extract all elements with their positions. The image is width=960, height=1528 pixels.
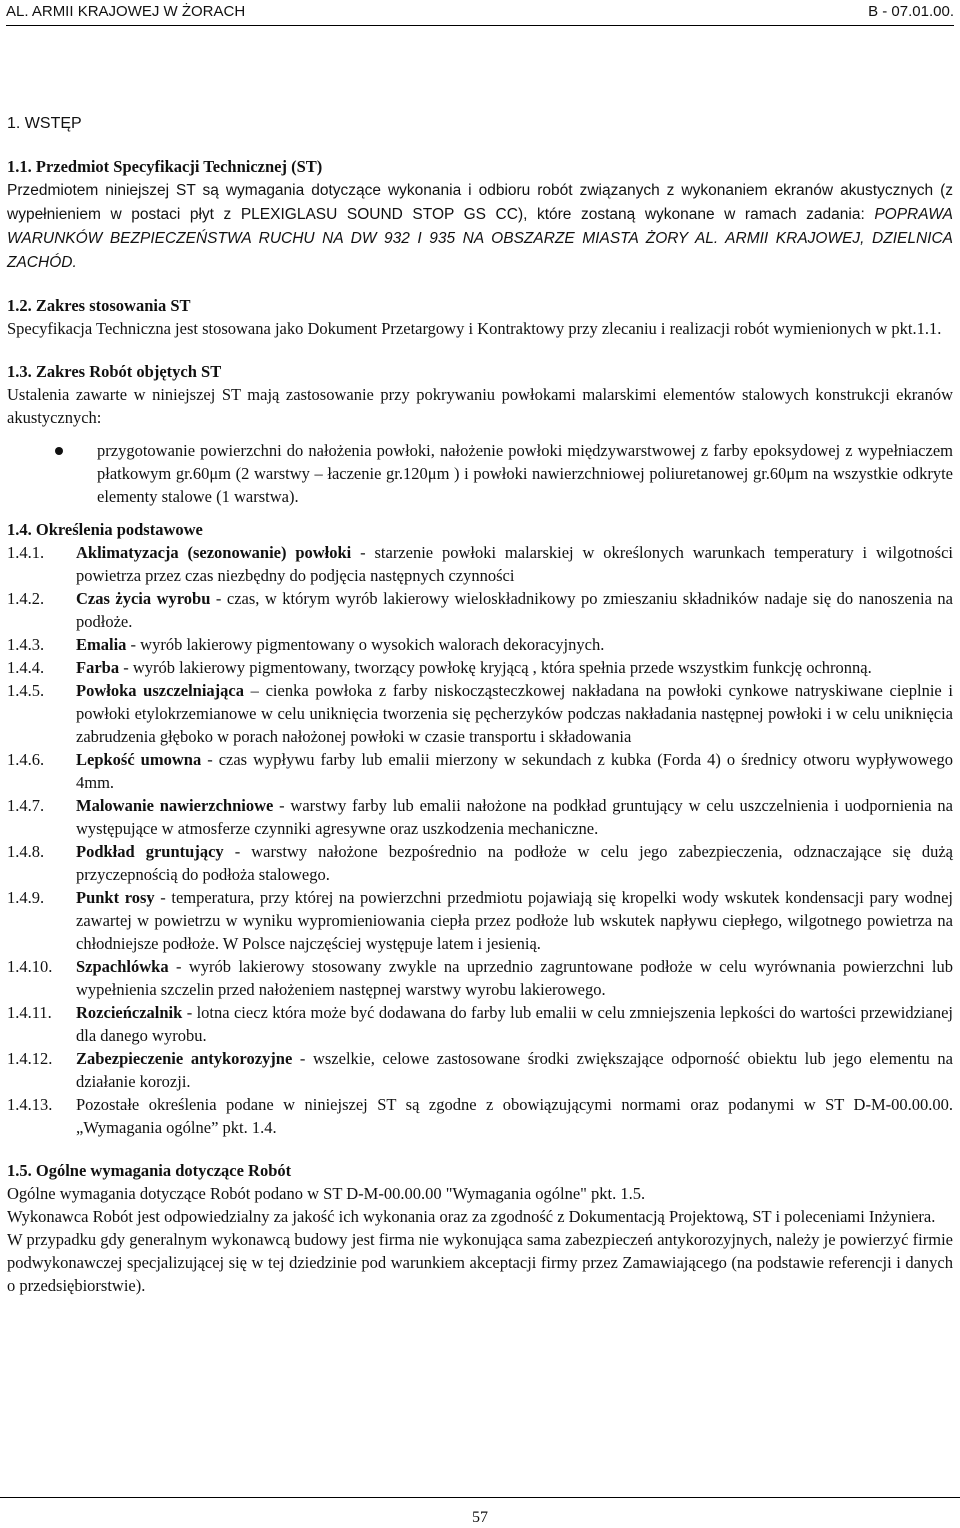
definition-term: Farba: [76, 658, 120, 677]
definition-text: - wyrób lakierowy stosowany zwykle na uprzednio zagruntowane podłoże w celu wyrównania powierzchni lub wypełnienia szczelin przed nałożeniem następnej warstwy wyrobu lakierowego.: [76, 957, 953, 999]
definition-item: [7, 840, 953, 886]
definitions-list: [7, 541, 953, 1139]
section-1-2-heading: 1.2. Zakres stosowania ST: [7, 296, 191, 315]
section-1-1-intro: Przedmiotem niniejszej ST są wymagania dotyczące wykonania i odbioru robót związanych z wykonaniem ekranów akustycznych (z wypełnieniem w postaci płyt z PLEXIGLASU SOUND STOP GS CC), które zostaną wykonane w ramach zadania: [7, 182, 953, 223]
definition-text: - czas, w którym wyrób lakierowy wieloskładnikowy po zmieszaniu składników nadaje się do nanoszenia na podłoże.: [76, 589, 953, 631]
definition-term: Szpachlówka: [76, 957, 169, 976]
page-header: [6, 0, 954, 27]
definition-term: Punkt rosy: [76, 888, 155, 907]
definition-number: 1.4.7.: [7, 796, 45, 815]
definition-number: 1.4.6.: [7, 750, 45, 769]
definition-term: Czas życia wyrobu: [76, 589, 211, 608]
definition-term: Malowanie nawierzchniowe: [76, 796, 274, 815]
definition-text: - warstwy nałożone bezpośrednio na podłoże w celu jego zabezpieczenia, odznaczające się dużą przyczepnością do podłoża stalowego.: [76, 842, 954, 884]
definition-term: Emalia: [76, 635, 127, 654]
definition-item: [7, 656, 953, 679]
definition-number: 1.4.3.: [7, 635, 45, 654]
definition-number: 1.4.8.: [7, 842, 45, 861]
section-1-1-body: [7, 178, 953, 274]
definition-number: 1.4.2.: [7, 589, 45, 608]
definition-text: - wszelkie, celowe zastosowane środki zwiększające odporność obiektu lub jego elementu na działanie korozji.: [76, 1049, 953, 1091]
section-1-5-paragraph: Ogólne wymagania dotyczące Robót podano w ST D-M-00.00.00 "Wymagania ogólne" pkt. 1.5.: [7, 1184, 646, 1203]
definition-item: [7, 1093, 953, 1139]
definition-item: [7, 748, 953, 794]
definition-text: Pozostałe określenia podane w niniejszej ST są zgodne z obowiązującymi normami oraz podanymi w ST D-M-00.00.00. „Wymagania ogólne” pkt. 1.4.: [76, 1095, 953, 1137]
document-body: [7, 112, 953, 1297]
definition-item: [7, 794, 953, 840]
definition-number: 1.4.1.: [7, 543, 45, 562]
definition-text: - lotna ciecz która może być dodawana do farby lub emalii w celu zmniejszenia lepkości do wartości przewidzianej dla danego wyrobu.: [76, 1003, 953, 1045]
scope-list: [7, 439, 953, 508]
section-1-5-paragraph: W przypadku gdy generalnym wykonawcą budowy jest firma nie wykonująca sama zabezpieczeń antykorozyjnych, należy je powierzyć firmie podwykonawczej specjalizującej się w tej dziedzinie pod warunkiem akceptacji firmy przez Zamawiającego (na podstawie referencji i danych o przedsiębiorstwie).: [7, 1230, 953, 1295]
definition-text: – cienka powłoka z farby niskocząsteczkowej nakładana na powłoki cynkowe natryskiwane cieplnie i powłoki etylokrzemianowe w celu uniknięcia tworzenia się pęcherzyków podczas nakładania następnej powłoki i w celu uniknięcia zabrudzenia głęboko w porach nałożonej powłoki w czasie transportu i składowania: [76, 681, 954, 746]
definition-number: 1.4.10.: [7, 957, 53, 976]
section-1-4-heading: 1.4. Określenia podstawowe: [7, 520, 203, 539]
definition-term: Powłoka uszczelniająca: [76, 681, 244, 700]
definition-text: - wyrób lakierowy pigmentowany o wysokich walorach dekoracyjnych.: [126, 635, 605, 654]
definition-text: - temperatura, przy której na powierzchni przedmiotu pojawiają się kropelki wody wskutek kondensacji pary wodnej zawartej w powietrzu w wyniku wypromieniowania ciepła przez podłoże lub wskutek napływu ciepłego, wilgotnego powietrza na chłodniejsze podłoże. W Polsce najczęściej występuje latem i jesienią.: [76, 888, 953, 953]
definition-item: [7, 587, 953, 633]
definition-item: [7, 886, 953, 955]
definition-item: [7, 955, 953, 1001]
section-1-5-heading: 1.5. Ogólne wymagania dotyczące Robót: [7, 1161, 292, 1180]
section-1-1-colon: :: [860, 206, 865, 223]
definition-text: - starzenie powłoki malarskiej w określonych warunkach temperatury i wilgotności powietrza przez czas niezbędny do podjęcia następnych czynności: [76, 543, 953, 585]
definition-number: 1.4.4.: [7, 658, 45, 677]
list-item-text: przygotowanie powierzchni do nałożenia powłoki, nałożenie powłoki międzywarstwowej z farby epoksydowej z wypełniaczem płatkowym gr.60μm (2 warstwy – łaczenie gr.120μm ) i powłoki nawierzchniowej poliuretanowej gr.60μm na wszystkie odkryte elementy stalowe (1 warstwa).: [97, 441, 953, 506]
definition-term: Zabezpieczenie antykorozyjne: [76, 1049, 293, 1068]
section-1-1-task: POPRAWA WARUNKÓW BEZPIECZEŃSTWA RUCHU NA DW 932 I 935 NA OBSZARZE MIASTA ŻORY AL. ARMII KRAJOWEJ, DZIELNICA ZACHÓD.: [7, 206, 953, 271]
footer-rule: [0, 1497, 960, 1498]
list-item: [97, 439, 953, 508]
definition-item: [7, 1001, 953, 1047]
section-1-3-heading: 1.3. Zakres Robót objętych ST: [7, 362, 222, 381]
section-1-5-paragraph: Wykonawca Robót jest odpowiedzialny za jakość ich wykonania oraz za zgodność z Dokumentacją Projektową, ST i poleceniami Inżyniera.: [7, 1207, 936, 1226]
section-1-1-heading: 1.1. Przedmiot Specyfikacji Technicznej (ST): [7, 157, 323, 176]
definition-number: 1.4.12.: [7, 1049, 53, 1068]
section-1-2-body: Specyfikacja Techniczna jest stosowana jako Dokument Przetargowy i Kontraktowy przy zlecaniu i realizacji robót wymienionych w pkt.1.1.: [7, 319, 942, 338]
definition-number: 1.4.11.: [7, 1003, 52, 1022]
header-title: AL. ARMII KRAJOWEJ W ŻORACH: [6, 3, 246, 20]
section-title: 1. WSTĘP: [7, 115, 82, 132]
section-1-3-body: Ustalenia zawarte w niniejszej ST mają zastosowanie przy pokrywaniu powłokami malarskimi elementów stalowych konstrukcji ekranów akustycznych:: [7, 385, 953, 427]
definition-number: 1.4.13.: [7, 1095, 53, 1114]
definition-item: [7, 679, 953, 748]
definition-item: [7, 1047, 953, 1093]
definition-text: - czas wypływu farby lub emalii mierzony w sekundach z kubka (Forda 4) o średnicy otworu wypływowego 4mm.: [76, 750, 953, 792]
definition-text: - warstwy farby lub emalii nałożone na podkład gruntujący w celu uszczelnienia i uodpornienia na występujące w atmosferze czynniki agresywne oraz uszkodzenia mechaniczne.: [76, 796, 953, 838]
definition-term: Lepkość umowna: [76, 750, 202, 769]
bullet-icon: [55, 447, 63, 455]
header-rule: [6, 25, 954, 26]
definition-item: [7, 541, 953, 587]
definition-number: 1.4.9.: [7, 888, 45, 907]
definition-term: Podkład gruntujący: [76, 842, 224, 861]
definition-term: Aklimatyzacja (sezonowanie) powłoki: [76, 543, 352, 562]
definition-term: Rozcieńczalnik: [76, 1003, 183, 1022]
definition-number: 1.4.5.: [7, 681, 45, 700]
header-code: B - 07.01.00.: [868, 3, 954, 20]
definition-item: [7, 633, 953, 656]
definition-text: - wyrób lakierowy pigmentowany, tworzący powłokę kryjącą , która spełnia przede wszystkim funkcję ochronną.: [119, 658, 872, 677]
page-number: 57: [472, 1509, 488, 1526]
